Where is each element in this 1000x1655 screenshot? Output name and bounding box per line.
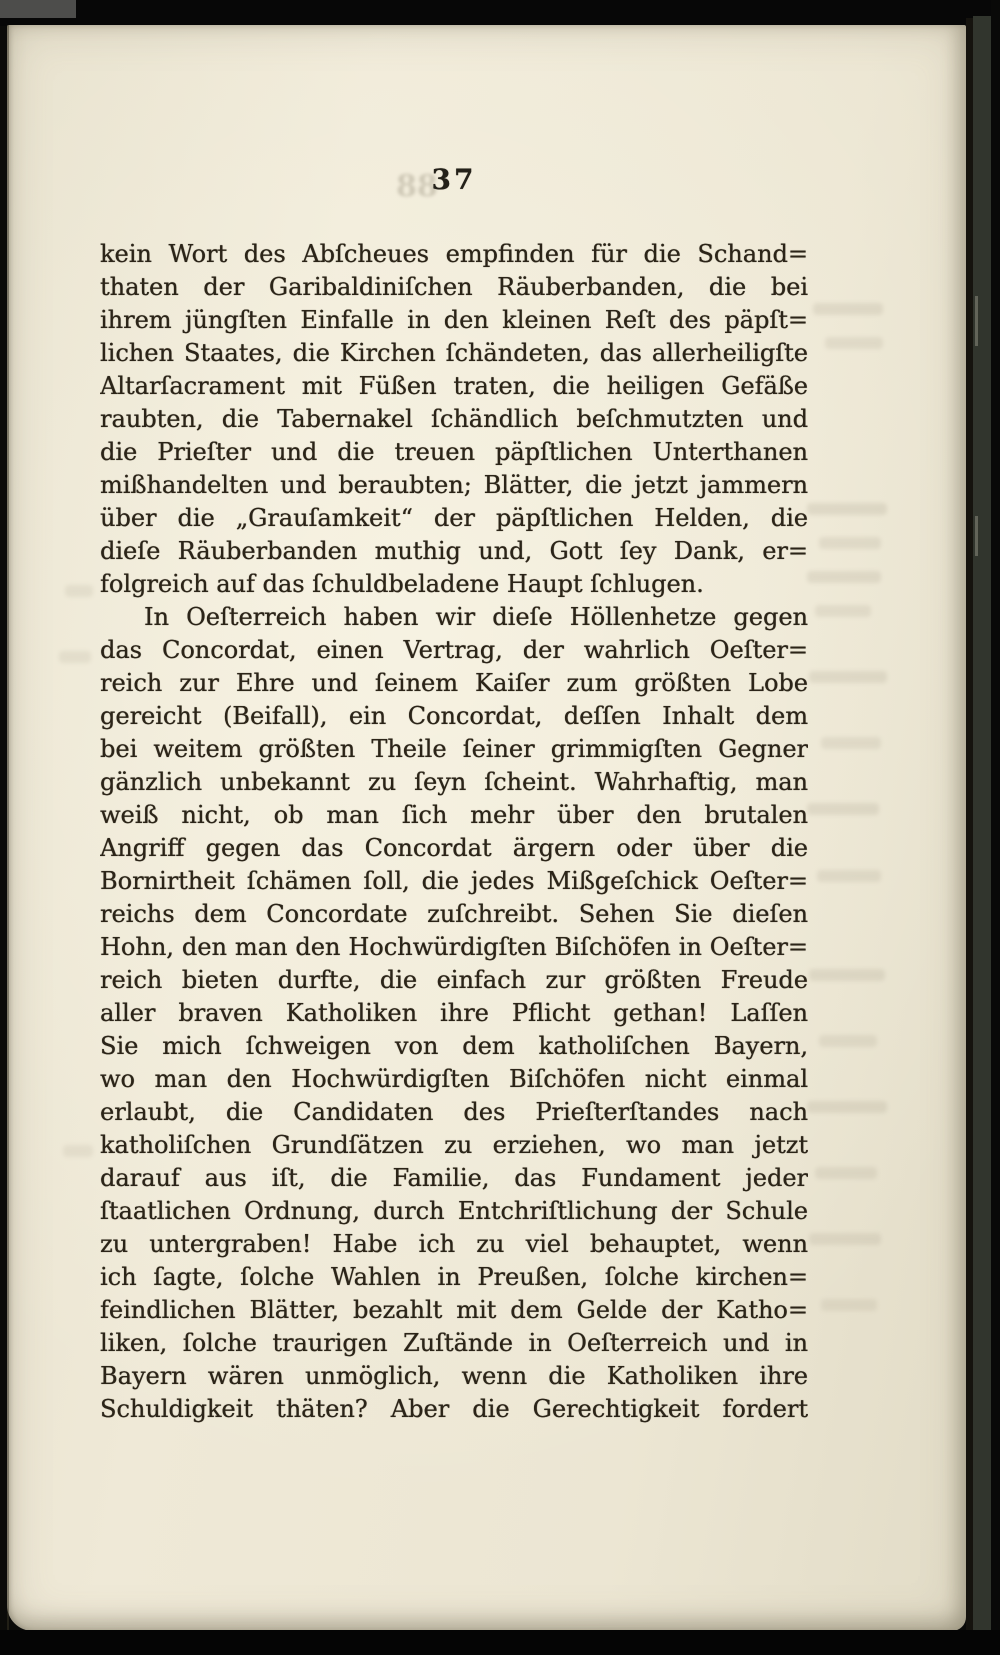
show-through-smudge	[817, 870, 881, 882]
text-line: katholiſchen Grundſätzen zu erziehen, wo man jetzt	[100, 1131, 808, 1159]
show-through-smudge	[807, 803, 879, 815]
text-line: Bayern wären unmöglich, wenn die Katholiken ihre	[100, 1362, 808, 1390]
text-line: gereicht (Beifall), ein Concordat, deſſen Inhalt dem	[100, 702, 808, 730]
show-through-smudge	[809, 969, 885, 981]
text-line: thaten der Garibaldiniſchen Räuberbanden, die bei	[100, 273, 808, 301]
book-page-edges	[973, 16, 991, 1640]
show-through-smudge	[819, 537, 881, 549]
show-through-smudge	[815, 1167, 877, 1179]
text-line: Bornirtheit ſchämen ſoll, die jedes Mißgeſchick Oeſter=	[100, 867, 808, 895]
text-line: liken, ſolche traurigen Zuſtände in Oeſterreich und in	[100, 1329, 808, 1357]
show-through-smudge	[63, 1145, 93, 1157]
text-line: raubten, die Tabernakel ſchändlich beſchmutzten und	[100, 405, 808, 433]
body-text	[100, 238, 808, 1426]
text-line: erlaubt, die Candidaten des Prieſterſtandes nach	[100, 1098, 808, 1126]
text-line: In Oeſterreich haben wir dieſe Höllenhetze gegen	[144, 603, 808, 631]
text-line: Hohn, den man den Hochwürdigſten Biſchöfen in Oeſter=	[100, 933, 808, 961]
show-through-smudge	[821, 737, 881, 749]
show-through-smudge	[809, 671, 887, 683]
show-through-smudge	[813, 303, 883, 315]
text-line: reich zur Ehre und ſeinem Kaiſer zum größten Lobe	[100, 669, 808, 697]
show-through-smudge	[65, 585, 93, 597]
page-edge-glint	[975, 296, 978, 346]
text-line: dieſe Räuberbanden muthig und, Gott ſey Dank, er=	[100, 537, 808, 565]
scan-top-left-shadow	[0, 0, 76, 18]
show-through-smudge	[807, 503, 887, 515]
show-through-smudge	[807, 1101, 887, 1113]
text-line: ich ſagte, ſolche Wahlen in Preußen, ſolche kirchen=	[100, 1263, 808, 1291]
paper-page	[7, 25, 966, 1631]
page-edge-glint	[975, 516, 978, 556]
text-line: das Concordat, einen Vertrag, der wahrlich Oeſter=	[100, 636, 808, 664]
scan-right-background	[991, 0, 1000, 1655]
show-through-page-number: 88	[396, 169, 438, 204]
text-line: weiß nicht, ob man ſich mehr über den brutalen	[100, 801, 808, 829]
show-through-smudge	[819, 1035, 877, 1047]
text-line: reich bieten durfte, die einfach zur größten Freude	[100, 966, 808, 994]
text-line: bei weitem größten Theile ſeiner grimmigſten Gegner	[100, 735, 808, 763]
text-line: wo man den Hochwürdigſten Biſchöfen nicht einmal	[100, 1065, 808, 1093]
show-through-smudge	[807, 571, 881, 583]
text-line: Angriff gegen das Concordat ärgern oder über die	[100, 834, 808, 862]
text-line: Sie mich ſchweigen von dem katholiſchen Bayern,	[100, 1032, 808, 1060]
text-line: mißhandelten und beraubten; Blätter, die jetzt jammern	[100, 471, 808, 499]
text-line: folgreich auf das ſchuldbeladene Haupt ſchlugen.	[100, 570, 704, 598]
text-line: darauf aus iſt, die Familie, das Fundament jeder	[100, 1164, 808, 1192]
text-line: kein Wort des Abſcheues empfinden für die Schand=	[100, 240, 808, 268]
text-line: zu untergraben! Habe ich zu viel behauptet, wenn	[100, 1230, 808, 1258]
show-through-smudge	[821, 1299, 877, 1311]
text-line: ſtaatlichen Ordnung, durch Entchriſtlichung der Schule	[100, 1197, 808, 1225]
text-line: gänzlich unbekannt zu ſeyn ſcheint. Wahrhaftig, man	[100, 768, 808, 796]
page-edge-line	[966, 18, 973, 1638]
text-line: feindlichen Blätter, bezahlt mit dem Gelde der Katho=	[100, 1296, 808, 1324]
text-line: reichs dem Concordate zuſchreibt. Sehen Sie dieſen	[100, 900, 808, 928]
show-through-smudge	[59, 651, 91, 663]
show-through-smudge	[809, 1233, 881, 1245]
show-through-smudge	[815, 605, 871, 617]
scan-top-background	[0, 0, 1000, 26]
text-line: über die „Grauſamkeit“ der päpſtlichen Helden, die	[100, 504, 808, 532]
page-header	[100, 163, 808, 205]
show-through-smudge	[825, 337, 883, 349]
text-line: Altarſacrament mit Füßen traten, die heiligen Gefäße	[100, 372, 808, 400]
text-line: aller braven Katholiken ihre Pflicht gethan! Laſſen	[100, 999, 808, 1027]
text-line: lichen Staates, die Kirchen ſchändeten, das allerheiligſte	[100, 339, 808, 367]
text-line: ihrem jüngſten Einfalle in den kleinen Reſt des päpſt=	[100, 306, 808, 334]
text-line: die Prieſter und die treuen päpſtlichen Unterthanen	[100, 438, 808, 466]
scan-bottom-background	[0, 1630, 1000, 1655]
page-number: 37	[431, 163, 477, 196]
text-line: Schuldigkeit thäten? Aber die Gerechtigkeit fordert	[100, 1395, 808, 1423]
